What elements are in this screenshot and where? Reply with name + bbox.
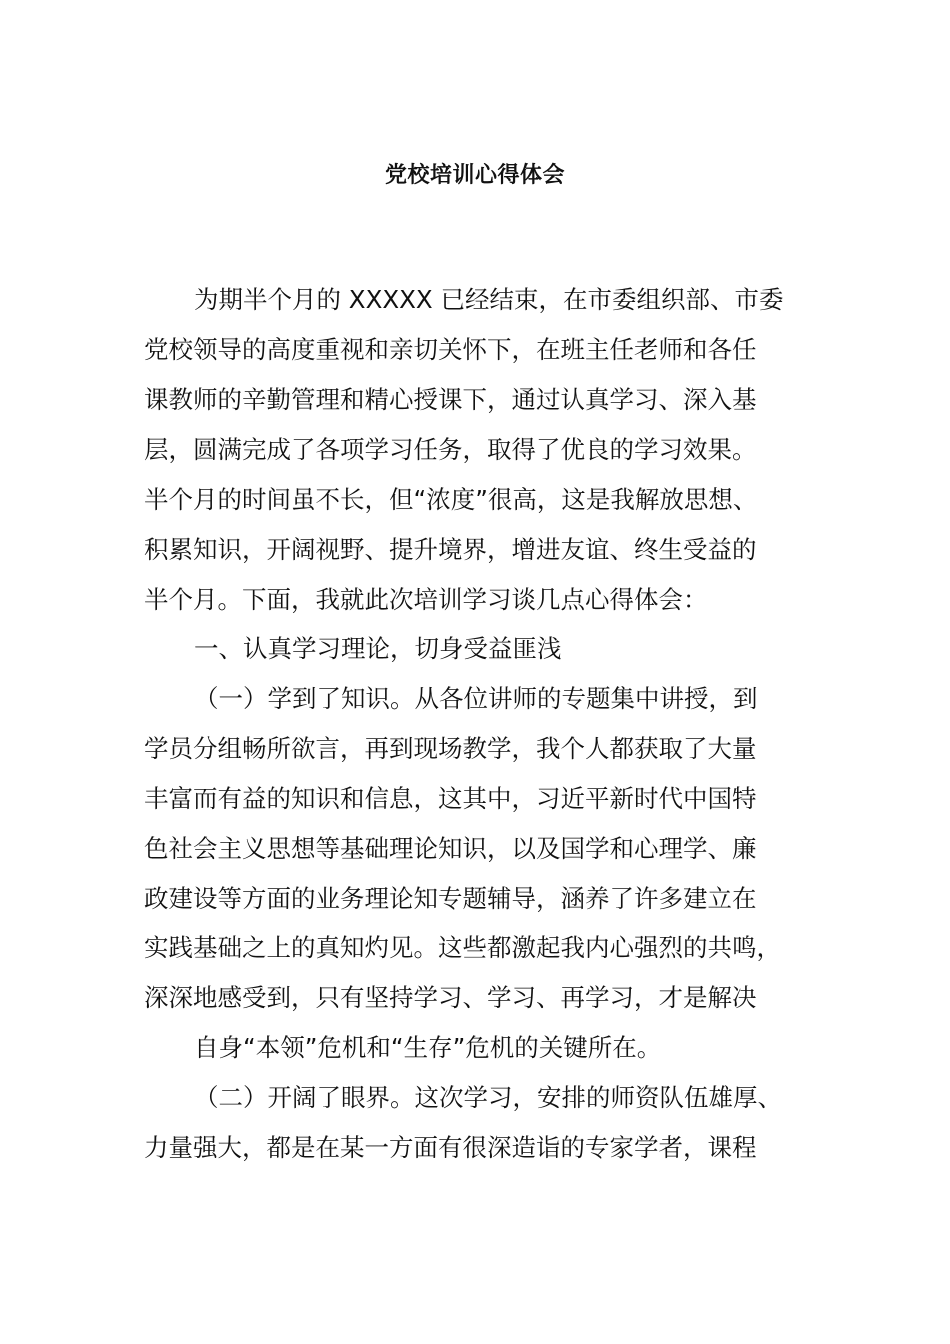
paragraph-line: 层，圆满完成了各项学习任务，取得了优良的学习效果。 [144,435,757,464]
paragraph-line: 党校领导的高度重视和亲切关怀下，在班主任老师和各任 [144,335,757,364]
paragraph-line: 为期半个月的 XXXXX 已经结束，在市委组织部、市委 [194,285,784,314]
paragraph-line: （一）学到了知识。从各位讲师的专题集中讲授，到 [194,684,758,713]
paragraph-line: 政建设等方面的业务理论知专题辅导，涵养了许多建立在 [144,884,757,913]
paragraph-line: 积累知识，开阔视野、提升境界，增进友谊、终生受益的 [144,535,757,564]
paragraph-line: 丰富而有益的知识和信息，这其中，习近平新时代中国特 [144,784,757,813]
section-heading: 一、认真学习理论，切身受益匪浅 [194,634,562,663]
paragraph-line: （二）开阔了眼界。这次学习，安排的师资队伍雄厚、 [194,1083,782,1112]
paragraph-line: 实践基础之上的真知灼见。这些都激起我内心强烈的共鸣， [144,933,781,962]
document-title: 党校培训心得体会 [384,163,565,188]
paragraph-line: 课教师的辛勤管理和精心授课下，通过认真学习、深入基 [144,385,757,414]
paragraph-line: 力量强大，都是在某一方面有很深造诣的专家学者，课程 [144,1133,757,1162]
paragraph-line: 学员分组畅所欲言，再到现场教学，我个人都获取了大量 [144,734,757,763]
paragraph-line: 半个月。下面，我就此次培训学习谈几点心得体会： [144,585,708,614]
paragraph-line: 自身“本领”危机和“生存”危机的关键所在。 [194,1033,662,1062]
paragraph-line: 深深地感受到，只有坚持学习、学习、再学习，才是解决 [144,983,757,1012]
paragraph-line: 半个月的时间虽不长，但“浓度”很高，这是我解放思想、 [144,485,758,514]
paragraph-line: 色社会主义思想等基础理论知识，以及国学和心理学、廉 [144,834,757,863]
